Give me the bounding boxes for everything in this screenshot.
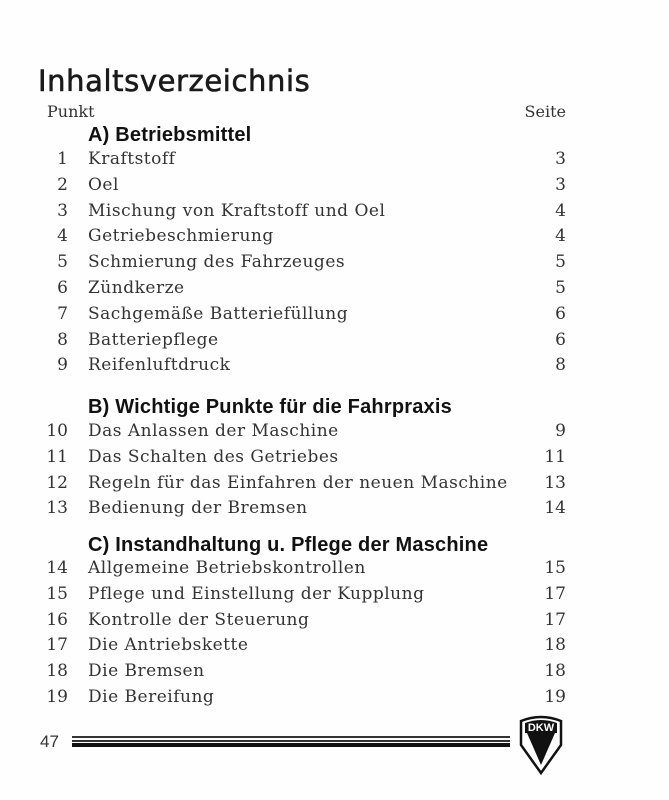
- dkw-logo-icon: [518, 713, 564, 775]
- column-header-punkt: Punkt: [47, 102, 95, 121]
- toc-entry-num: 9: [57, 355, 68, 376]
- toc-entry: [40, 304, 566, 328]
- toc-entry-label: Bedienung der Bremsen: [88, 498, 308, 519]
- toc-entry-num: 1: [57, 149, 68, 169]
- footer-rule: [72, 743, 510, 747]
- toc-entry: [40, 278, 566, 302]
- toc-entry-num: 8: [57, 329, 68, 350]
- toc-entry-label: Getriebeschmierung: [88, 226, 274, 247]
- toc-entry-label: Schmierung des Fahrzeuges: [88, 252, 346, 273]
- toc-entry-label: Kraftstoff: [88, 149, 176, 169]
- page-title: Inhaltsverzeichnis: [38, 64, 311, 98]
- toc-entry-page: 19: [544, 687, 566, 707]
- toc-entry: [40, 661, 566, 685]
- logo-text: DKW: [527, 722, 555, 734]
- toc-entry-page: 3: [555, 149, 566, 169]
- toc-entry-label: Kontrolle der Steuerung: [88, 609, 310, 630]
- toc-entry-label: Das Anlassen der Maschine: [88, 421, 339, 441]
- toc-entry-num: 13: [46, 498, 68, 519]
- toc-entry-num: 17: [46, 635, 68, 656]
- toc-entry: [40, 226, 566, 250]
- toc-entry-label: Mischung von Kraftstoff und Oel: [88, 200, 386, 221]
- toc-entry: [40, 421, 566, 445]
- toc-entry-label: Die Bereifung: [88, 687, 215, 707]
- section-heading-c: C) Instandhaltung u. Pflege der Maschine: [88, 534, 489, 556]
- toc-entry-page: 3: [555, 174, 566, 195]
- toc-entry: [40, 252, 566, 276]
- toc-entry: [40, 355, 566, 379]
- toc-entry: [40, 149, 566, 173]
- toc-entry-num: 19: [46, 687, 68, 707]
- toc-entry-label: Regeln für das Einfahren der neuen Maschine: [88, 472, 508, 493]
- toc-entry-page: 9: [555, 421, 566, 441]
- toc-entry: [40, 687, 566, 711]
- toc-entry-page: 15: [544, 558, 566, 578]
- toc-entry-num: 16: [46, 609, 68, 630]
- toc-entry: [40, 558, 566, 582]
- toc-entry-label: Pflege und Einstellung der Kupplung: [88, 583, 425, 604]
- toc-entry-page: 18: [544, 661, 566, 682]
- toc-entry-num: 11: [46, 446, 68, 467]
- toc-entry-page: 5: [555, 252, 566, 273]
- toc-entry-label: Das Schalten des Getriebes: [88, 446, 339, 467]
- toc-entry-num: 6: [57, 278, 68, 298]
- toc-entry-page: 5: [555, 278, 566, 298]
- toc-entry-label: Reifenluftdruck: [88, 355, 231, 376]
- section-heading-b: B) Wichtige Punkte für die Fahrpraxis: [88, 396, 452, 418]
- toc-entry-num: 15: [46, 583, 68, 604]
- toc-entry-num: 10: [46, 421, 68, 441]
- toc-entry-num: 4: [57, 226, 68, 247]
- footer-rule: [72, 740, 510, 742]
- toc-entry-num: 14: [46, 558, 68, 578]
- toc-entry: [40, 635, 566, 659]
- footer-rule: [72, 736, 510, 738]
- toc-entry-page: 14: [544, 498, 566, 519]
- toc-entry-page: 8: [555, 355, 566, 376]
- toc-entry: [40, 498, 566, 522]
- toc-entry-label: Sachgemäße Batteriefüllung: [88, 303, 349, 324]
- toc-entry-label: Die Antriebskette: [88, 635, 249, 656]
- toc-entry-label: Die Bremsen: [88, 661, 205, 682]
- toc-entry-page: 11: [544, 446, 566, 467]
- toc-entry-page: 6: [555, 303, 566, 324]
- toc-entry: [40, 610, 566, 634]
- toc-entry-page: 6: [555, 329, 566, 350]
- toc-entry-page: 4: [555, 200, 566, 221]
- toc-entry: [40, 330, 566, 354]
- toc-entry-num: 7: [57, 303, 68, 324]
- toc-entry: [40, 201, 566, 225]
- toc-entry-num: 12: [46, 472, 68, 493]
- toc-entry-page: 4: [555, 226, 566, 247]
- toc-entry-label: Batteriepflege: [88, 329, 219, 350]
- toc-entry-page: 17: [544, 583, 566, 604]
- toc-entry-num: 2: [57, 174, 68, 195]
- section-heading-a: A) Betriebsmittel: [88, 124, 252, 146]
- toc-entry-num: 5: [57, 252, 68, 273]
- toc-entry: [40, 473, 566, 497]
- toc-entry: [40, 175, 566, 199]
- toc-entry-page: 18: [544, 635, 566, 656]
- toc-entry-num: 18: [46, 661, 68, 682]
- toc-entry: [40, 447, 566, 471]
- toc-entry-label: Zündkerze: [88, 278, 185, 298]
- toc-entry-num: 3: [57, 200, 68, 221]
- toc-entry-label: Allgemeine Betriebskontrollen: [88, 558, 366, 578]
- toc-entry-page: 13: [544, 472, 566, 493]
- toc-entry-label: Oel: [88, 174, 119, 195]
- toc-entry-page: 17: [544, 609, 566, 630]
- page-number: 47: [40, 732, 59, 751]
- toc-entry: [40, 584, 566, 608]
- column-header-seite: Seite: [524, 102, 566, 121]
